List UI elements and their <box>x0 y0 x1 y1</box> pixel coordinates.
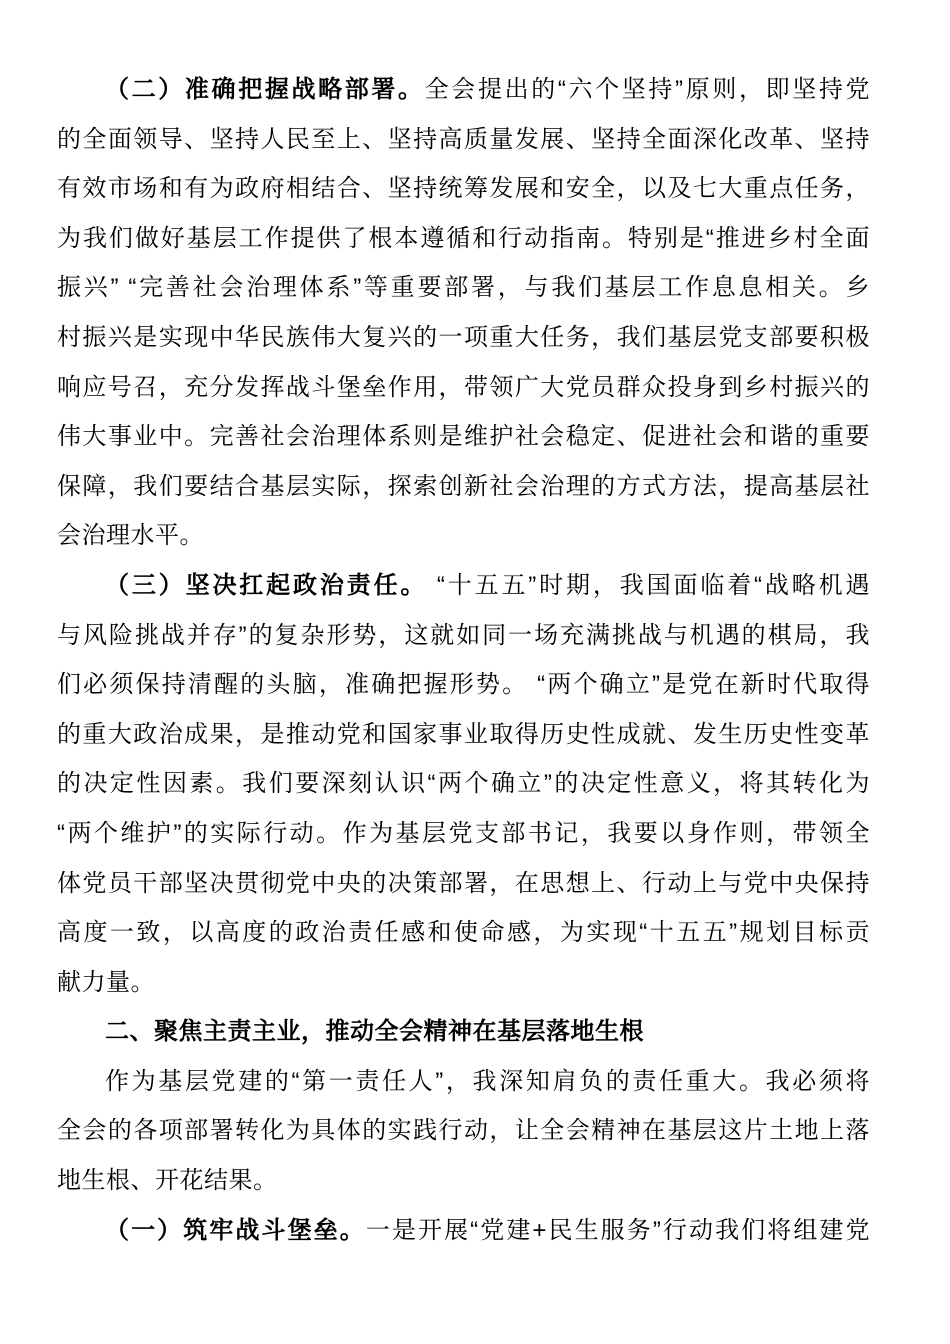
text-run: 为我们做好基层工作提供了根本遵循和行动指南。特别是“推进乡村全面 <box>57 224 870 252</box>
text-line <box>57 1156 870 1206</box>
text-run: 的全面领导、坚持人民至上、坚持高质量发展、坚持全面深化改革、坚持 <box>57 125 870 153</box>
text-run: 村振兴是实现中华民族伟大复兴的一项重大任务，我们基层党支部要积极 <box>57 323 870 351</box>
bold-run: 二、聚焦主责主业，推动全会精神在基层落地生根 <box>105 1018 644 1046</box>
text-line <box>57 164 870 214</box>
text-line <box>57 809 870 859</box>
text-line <box>57 908 870 958</box>
text-line <box>57 859 870 909</box>
text-line <box>57 1057 870 1107</box>
text-run: 们必须保持清醒的头脑，准确把握形势。 “两个确立”是党在新时代取得 <box>57 671 870 699</box>
heading-line <box>57 1007 870 1057</box>
text-line <box>57 214 870 264</box>
text-run: 全会提出的“六个坚持”原则，即坚持党 <box>424 76 870 103</box>
text-run: 一是开展“党建+民生服务”行动我们将组建党 <box>365 1216 870 1244</box>
text-line <box>57 710 870 760</box>
text-line <box>57 511 870 561</box>
text-run: 振兴” “完善社会治理体系”等重要部署，与我们基层工作息息相关。乡 <box>57 274 870 302</box>
bold-run: （二）准确把握战略部署。 <box>105 76 425 103</box>
text-run: 高度一致，以高度的政治责任感和使命感，为实现“十五五”规划目标贡 <box>57 919 870 947</box>
text-run: 会治理水平。 <box>57 522 204 550</box>
text-run: 献力量。 <box>57 968 155 996</box>
text-run: 保障，我们要结合基层实际，探索创新社会治理的方式方法，提高基层社 <box>57 472 870 500</box>
text-run: 地生根、开花结果。 <box>57 1167 278 1195</box>
text-line <box>57 1106 870 1156</box>
text-run: 响应号召，充分发挥战斗堡垒作用，带领广大党员群众投身到乡村振兴的 <box>57 373 870 401</box>
text-run: “两个维护”的实际行动。作为基层党支部书记，我要以身作则，带领全 <box>57 819 870 847</box>
text-line <box>57 65 870 115</box>
text-run: 体党员干部坚决贯彻党中央的决策部署，在思想上、行动上与党中央保持 <box>57 869 870 897</box>
text-run: 伟大事业中。完善社会治理体系则是维护社会稳定、促进社会和谐的重要 <box>57 423 870 451</box>
text-run: 全会的各项部署转化为具体的实践行动，让全会精神在基层这片土地上落 <box>57 1117 870 1145</box>
bold-run: （一）筑牢战斗堡垒。 <box>105 1216 366 1244</box>
text-line <box>57 412 870 462</box>
text-line <box>57 561 870 611</box>
text-run: 的重大政治成果，是推动党和国家事业取得历史性成就、发生历史性变革 <box>57 720 870 748</box>
text-run: 与风险挑战并存”的复杂形势，这就如同一场充满挑战与机遇的棋局，我 <box>57 621 870 649</box>
text-line <box>57 462 870 512</box>
text-line <box>57 958 870 1008</box>
text-line <box>57 611 870 661</box>
text-run: 作为基层党建的“第一责任人”，我深知肩负的责任重大。我必须将 <box>105 1067 870 1095</box>
text-run: “十五五”时期，我国面临着“战略机遇 <box>427 571 870 599</box>
text-line <box>57 313 870 363</box>
text-run: 的决定性因素。我们要深刻认识“两个确立”的决定性意义，将其转化为 <box>57 770 870 798</box>
bold-run: （三）坚决扛起政治责任。 <box>105 571 428 599</box>
text-line <box>57 115 870 165</box>
text-run: 有效市场和有为政府相结合、坚持统筹发展和安全，以及七大重点任务， <box>57 175 870 203</box>
text-line <box>57 759 870 809</box>
text-line <box>57 1206 870 1256</box>
text-line <box>57 363 870 413</box>
text-line <box>57 660 870 710</box>
text-line <box>57 263 870 313</box>
